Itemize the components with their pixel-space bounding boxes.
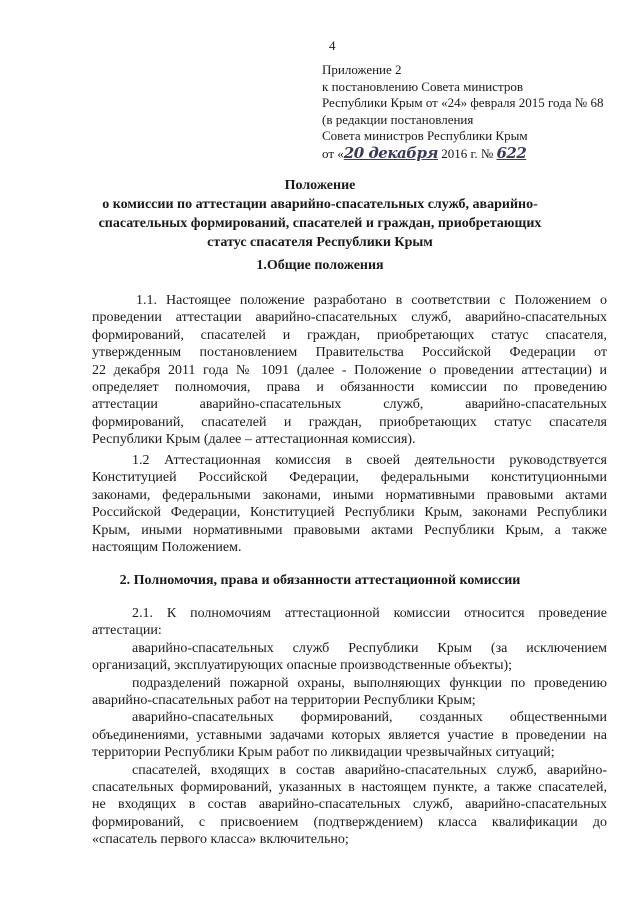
handwritten-number: 622 [496,143,527,162]
date-mid: 2016 г. № [437,145,497,161]
text-line: «спасатель первого класса» включительно; [92,832,349,848]
text-line: не входящих в состав аварийно-спасательных служб, аварийно-спасательных [92,797,607,813]
paragraph-2-1 [92,605,607,849]
handwritten-date: 20 декабря [343,143,438,162]
text-line: формирований, с присвоением (подтверждением) класса квалификации до [92,814,607,830]
text-line: организаций, эксплуатирующих опасные производственные объекты); [92,658,513,674]
title-line: спасательных формирований, спасателей и граждан, приобретающих [98,216,542,231]
appendix-line: к постановлению Совета министров [322,78,523,94]
page-number: 4 [329,38,336,53]
section-2-heading: 2. Полномочия, права и обязанности аттестационной комиссии [119,573,521,588]
text-line: территории Республики Крым работ по ликвидации чрезвычайных ситуаций; [92,745,555,761]
text-line: формирований, спасателей и граждан, приобретающих статус спасателя, [92,327,607,343]
appendix-line: Республики Крым от «24» февраля 2015 года № 68 [322,95,604,111]
text-line: спасательных формирований, указанных в настоящем пункте, а также спасателей, [92,780,607,796]
text-line: аварийно-спасательных формирований, созданных общественными [132,710,607,726]
appendix-line: Приложение 2 [322,62,402,77]
title-line: о комиссии по аттестации аварийно-спасательных служб, аварийно- [102,197,538,212]
appendix-date-line [322,145,622,163]
text-line: формирований, спасателей и граждан, приобретающих статус спасателя [92,414,607,430]
text-line: Конституцией Российской Федерации, федеральными конституционными [92,470,607,486]
text-line: подразделений пожарной охраны, выполняющих функции по проведению [132,675,607,691]
document-title [40,176,600,252]
text-line: Республики Крым (далее – аттестационная комиссия). [92,432,416,448]
text-line: аварийно-спасательных служб Республики Крым (за исключением [132,640,607,656]
text-line: Крым, иными нормативными правовыми актами Республики Крым, а также [92,522,607,538]
text-line: аттестации: [92,623,162,639]
section-1-heading: 1.Общие положения [256,258,384,273]
text-line: настоящим Положением. [92,540,242,556]
text-line: 2.1. К полномочиям аттестационной комиссии относится проведение [132,606,607,621]
text-line: 1.2 Аттестационная комиссия в своей деятельности руководствуется [132,453,607,468]
text-line: аварийно-спасательных работ на территории Республики Крым; [92,693,476,709]
appendix-header [322,62,622,163]
text-line: Российской Федерации, Конституцией Республики Крым, законами Республики [92,505,607,521]
text-line: 1.1. Настоящее положение разработано в соответствии с Положением о [136,293,607,308]
text-line: законами, федеральными законами, иными нормативными правовыми актами [92,487,607,503]
appendix-line: (в редакции постановления [322,111,474,127]
text-line: утвержденным постановлением Правительства Российской Федерации от [92,345,607,361]
text-line: определяет полномочия, права и обязанности комиссии по проведению [92,380,607,396]
text-line: 22 декабря 2011 года № 1091 (далее - Положение о проведении аттестации) и [92,362,607,378]
title-line: Положение [284,178,356,193]
paragraph-1-1 [92,292,607,449]
title-line: статус спасателя Республики Крым [207,235,433,250]
paragraph-1-2 [92,452,607,556]
text-line: аттестации аварийно-спасательных служб, аварийно-спасательных [92,397,607,413]
date-prefix: от « [322,145,344,161]
text-line: объединениями, уставными задачами которых является участие в проведении на [92,727,607,743]
appendix-line: Совета министров Республики Крым [322,128,528,144]
text-line: спасателей, входящих в состав аварийно-спасательных служб, аварийно- [132,762,607,778]
text-line: проведении аттестации аварийно-спасательных служб, аварийно-спасательных [92,310,607,326]
